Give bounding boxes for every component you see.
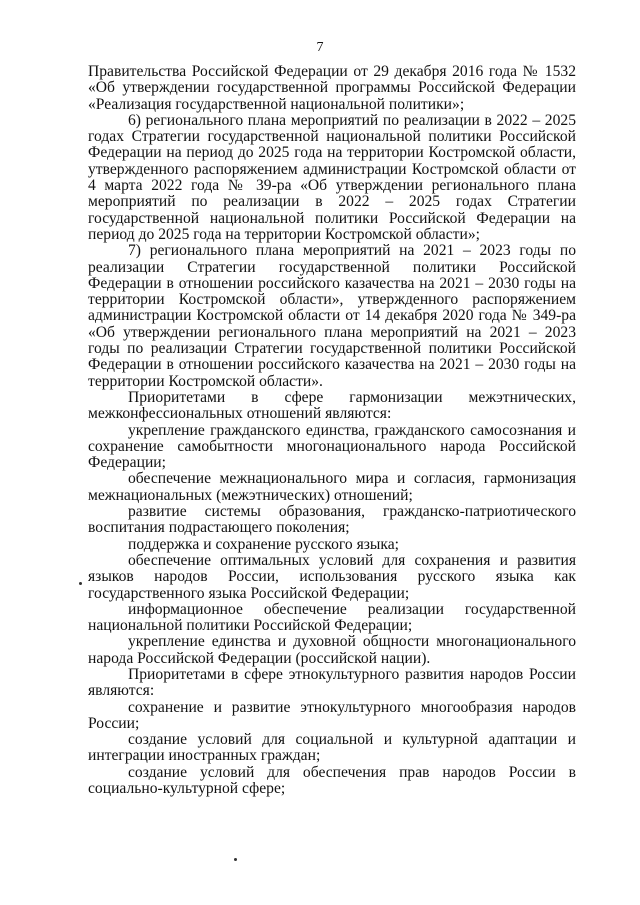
page-number: 7 (316, 40, 324, 55)
paragraph: Правительства Российской Федерации от 29 декабря 2016 года № 1532 «Об утверждении государственной программы Российской Федерации «Реализация государственной национальной политики»; (88, 63, 576, 113)
document-body (88, 64, 576, 797)
paragraph: создание условий для социальной и культурной адаптации и интеграции иностранных граждан; (88, 731, 576, 765)
paragraph: 6) регионального плана мероприятий по реализации в 2022 – 2025 годах Стратегии государственной национальной политики Российской Федерации на период до 2025 года на территории Костромской области, утвержденного распоряжением администрации Костромской области от 4 марта 2022 года № 39-ра «Об утверждении регионального плана мероприятий по реализации в 2022 – 2025 годах Стратегии государственной национальной политики Российской Федерации на период до 2025 года на территории Костромской области»; (88, 111, 576, 243)
paragraph: сохранение и развитие этнокультурного многообразия народов России; (88, 698, 576, 732)
paragraph: информационное обеспечение реализации государственной национальной политики Российской Федерации; (88, 600, 576, 635)
paragraph: обеспечение межнационального мира и согласия, гармонизация межнациональных (межэтнических) отношений; (88, 470, 576, 504)
paragraph: укрепление гражданского единства, гражданского самосознания и сохранение самобытности многонационального народа Российской Федерации; (88, 421, 576, 472)
paragraph: 7) регионального плана мероприятий на 2021 – 2023 годы по реализации Стратегии государственной политики Российской Федерации в отношении российского казачества на 2021 – 2030 годы на территории Костромской области», утвержденного распоряжением администрации Костромской области от 14 декабря 2020 года № 349-ра «Об утверждении регионального плана мероприятий на 2021 – 2023 годы по реализации Стратегии государственной политики Российской Федерации в отношении российского казачества на 2021 – 2030 годы на территории Костромской области». (88, 242, 576, 390)
paragraph: развитие системы образования, гражданско-патриотического воспитания подрастающего поколения; (88, 503, 576, 537)
paragraph: обеспечение оптимальных условий для сохранения и развития языков народов России, использования русского языка как государственного языка Российской Федерации; (88, 551, 576, 602)
paragraph: Приоритетами в сфере этнокультурного развития народов России являются: (88, 665, 576, 700)
scan-speck (234, 858, 237, 861)
paragraph: поддержка и сохранение русского языка; (128, 535, 399, 553)
paragraph: укрепление единства и духовной общности многонационального народа Российской Федерации (российской нации). (88, 633, 576, 667)
paragraph: Приоритетами в сфере гармонизации межэтнических, межконфессиональных отношений являются: (88, 388, 576, 423)
scan-speck (79, 582, 82, 585)
paragraph: создание условий для обеспечения прав народов России в социально-культурной сфере; (88, 763, 576, 798)
